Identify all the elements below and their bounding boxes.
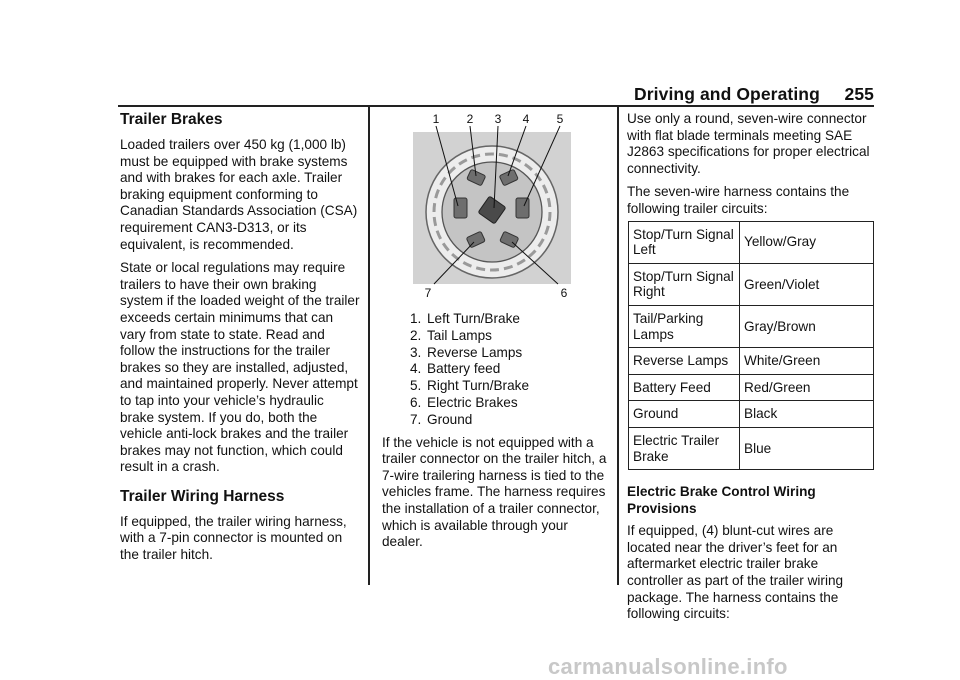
table-row: Stop/Turn Signal Left Yellow/Gray (629, 221, 874, 263)
pin-legend-item: 3. Reverse Lamps (410, 344, 523, 360)
callout-1: 1 (432, 112, 440, 126)
pin-5 (516, 198, 529, 218)
table-row: Battery Feed Red/Green (629, 374, 874, 401)
connector-spec-paragraph: Use only a round, seven-wire connector with flat blade terminals meeting SAE J2863 specifications for proper electrical connectivity. (627, 111, 870, 176)
trailer-brakes-paragraph-1: Loaded trailers over 450 kg (1,000 lb) must be equipped with brake systems and with brakes for each axle. Trailer braking equipment conforming to Canadian Standards Association (CSA) requirement CAN3-D313, or its equivalent, is recommended. (120, 137, 358, 252)
trailer-brakes-paragraph-2: State or local regulations may require trailers to have their own braking system if the loaded weight of the trailer exceeds certain minimums that can vary from state to state. Read and follow the instructions for the trailer brakes so they are installed, adjusted, and maintained properly. Never attempt to tap into your vehicle’s hydraulic brake system. If you do, both the vehicle anti-lock brakes and the trailer brakes may not function, which could result in a crash. (120, 260, 360, 475)
column-right (627, 111, 877, 630)
pin-legend-list (382, 311, 612, 429)
seven-pin-connector-diagram (408, 112, 578, 309)
page-number: 255 (844, 84, 874, 104)
brake-control-paragraph: If equipped, (4) blunt-cut wires are located near the driver’s feet for an aftermarket electric trailer brake controller as part of the trailer wiring package. The harness contains the following circuits: (627, 523, 844, 622)
callout-4: 4 (522, 112, 530, 126)
table-row: Electric Trailer Brake Blue (629, 427, 874, 469)
connector-note-paragraph: If the vehicle is not equipped with a trailer connector on the trailer hitch, a 7-wire trailering harness is tied to the vehicles frame. The harness requires the installation of a trailer connector, which is available through your dealer. (382, 434, 607, 550)
table-row: Ground Black (629, 401, 874, 428)
pin-legend-item: 6. Electric Brakes (410, 394, 518, 410)
pin-legend-item: 4. Battery feed (410, 361, 501, 377)
callout-3: 3 (494, 112, 502, 126)
callout-5: 5 (556, 112, 564, 126)
pin-legend-item: 7. Ground (410, 411, 473, 427)
wiring-harness-heading: Trailer Wiring Harness (120, 487, 285, 505)
brake-control-subheading: Electric Brake Control Wiring Provisions (627, 484, 816, 516)
trailer-brakes-heading: Trailer Brakes (120, 111, 223, 128)
column-divider-1 (368, 107, 370, 585)
pin-legend-item: 1. Left Turn/Brake (410, 311, 520, 326)
connector-illustration (408, 112, 578, 304)
trailer-circuits-table (628, 221, 874, 471)
pin-legend-item: 5. Right Turn/Brake (410, 378, 529, 394)
column-divider-2 (617, 107, 619, 585)
header-rule (118, 105, 874, 107)
page-header (634, 84, 874, 104)
table-row: Reverse Lamps White/Green (629, 348, 874, 375)
watermark: carmanualsonline.info (548, 654, 788, 679)
column-left (120, 111, 360, 571)
pin-1 (454, 198, 467, 218)
callout-7: 7 (424, 286, 432, 300)
callout-6: 6 (560, 286, 568, 300)
column-middle (382, 311, 612, 558)
section-title: Driving and Operating (634, 84, 820, 104)
wiring-harness-paragraph: If equipped, the trailer wiring harness, with a 7-pin connector is mounted on the trailer hitch. (120, 513, 347, 563)
harness-intro-paragraph: The seven-wire harness contains the following trailer circuits: (627, 184, 850, 216)
table-row: Tail/Parking Lamps Gray/Brown (629, 305, 874, 347)
pin-legend-item: 2. Tail Lamps (410, 327, 492, 343)
table-row: Stop/Turn Signal Right Green/Violet (629, 263, 874, 305)
callout-2: 2 (466, 112, 474, 126)
